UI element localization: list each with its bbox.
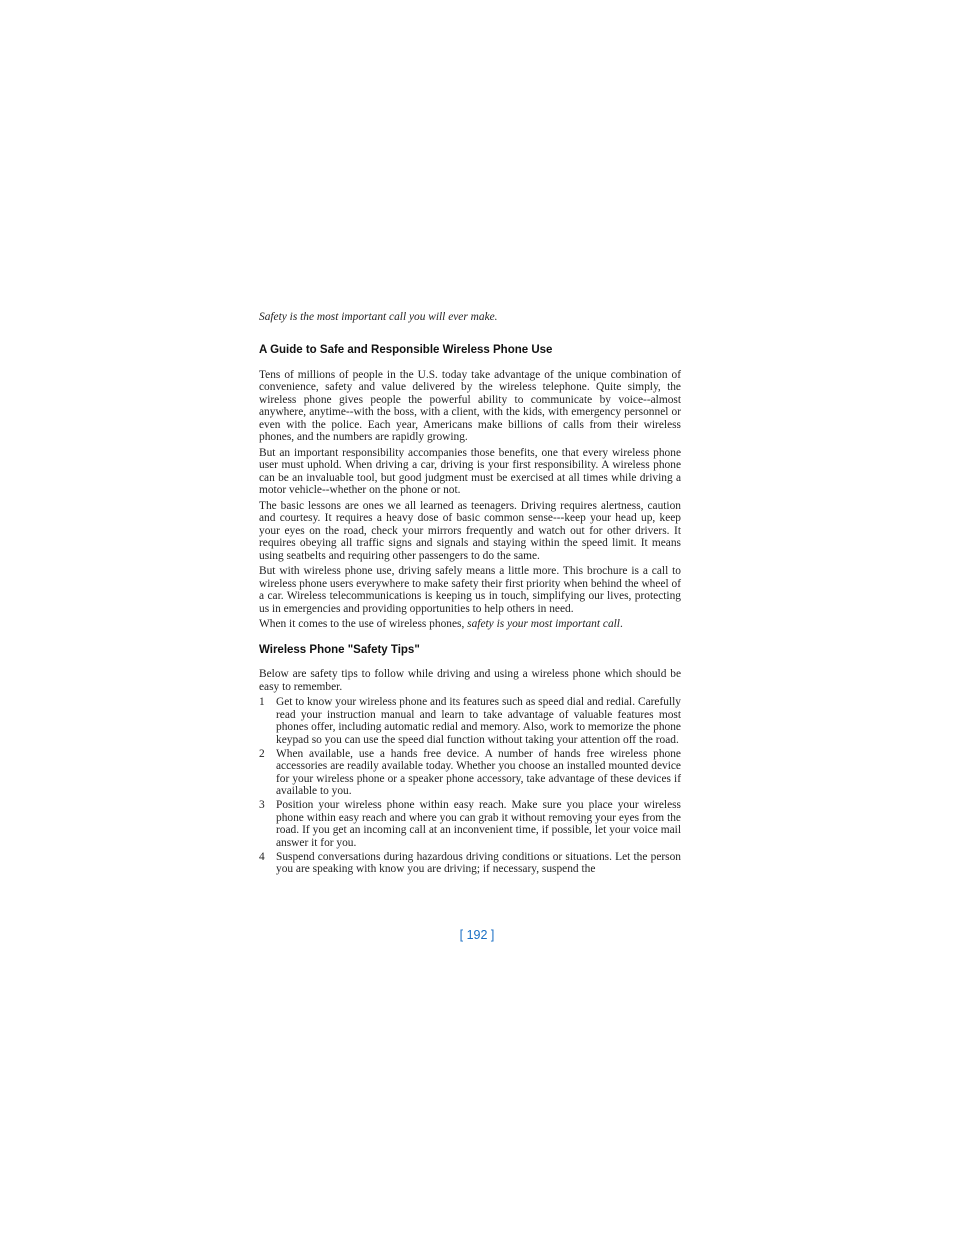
list-item (259, 748, 681, 798)
closing-emphasis: safety is your most important call (467, 618, 620, 630)
list-item (259, 696, 681, 746)
closing-end: . (619, 618, 623, 630)
closing-paragraph (259, 618, 681, 631)
tip-number: 4 (259, 850, 265, 863)
tips-intro: Below are safety tips to follow while driving and using a wireless phone which should be easy to remember. (259, 668, 681, 693)
tip-text: Suspend conversations during hazardous driving conditions or situations. Let the person you are speaking with know you are driving; if necessary, suspend the (276, 850, 681, 875)
tip-text: When available, use a hands free device. A number of hands free wireless phone accessories are readily available today. Whether you choose an installed mounted device for your wireless phone or a speaker phone accessory, take advantage of these devices if available to you. (276, 747, 681, 797)
tagline: Safety is the most important call you will ever make. (259, 311, 498, 323)
page-number: [ 192 ] (459, 928, 495, 942)
paragraph: The basic lessons are ones we all learned as teenagers. Driving requires alertness, caution and courtesy. It requires a heavy dose of basic common sense---keep your head up, keep your eyes on the road, check your mirrors frequently and watch out for other drivers. It requires obeying all traffic signs and signals and staying within the speed limit. It means using seatbelts and requiring other passengers to do the same. (259, 499, 681, 562)
list-item (259, 799, 681, 849)
list-item (259, 851, 681, 876)
paragraph: Tens of millions of people in the U.S. today take advantage of the unique combination of convenience, safety and value delivered by the wireless telephone. Quite simply, the wireless phone gives people the powerful ability to communicate by voice--almost anywhere, anytime--with the boss, with a client, with the kids, with emergency personnel or even with the police. Each year, Americans make billions of calls from their wireless phones, and the numbers are rapidly growing. (259, 368, 681, 443)
tip-text: Get to know your wireless phone and its features such as speed dial and redial. Carefully read your instruction manual and learn to take advantage of valuable features most phones offer, including automatic redial and memory. Also, work to memorize the phone keypad so you can use the speed dial function without taking your attention off the road. (276, 696, 681, 746)
tip-number: 2 (259, 747, 265, 760)
tip-number: 1 (259, 696, 265, 708)
paragraph: But with wireless phone use, driving safely means a little more. This brochure is a call to wireless phone users everywhere to make safety their first priority when behind the wheel of a car. Wireless telecommunications is keeping us in touch, simplifying our lives, protecting us in emergencies and providing opportunities to help others in need. (259, 565, 681, 615)
tip-text: Position your wireless phone within easy reach. Make sure you place your wireless phone within easy reach and where you can grab it without removing your eyes from the road. If you get an incoming call at an inconvenient time, if possible, let your voice mail answer it for you. (276, 799, 681, 849)
paragraph: But an important responsibility accompanies those benefits, one that every wireless phone user must uphold. When driving a car, driving is your first responsibility. A wireless phone can be an invaluable tool, but good judgment must be exercised at all times while driving a motor vehicle--whether on the phone or not. (259, 446, 681, 496)
section-heading-safety-tips: Wireless Phone "Safety Tips" (259, 643, 420, 656)
tip-number: 3 (259, 799, 265, 811)
document-page (259, 311, 681, 877)
closing-lead: When it comes to the use of wireless phones, (259, 618, 468, 630)
section-heading-safe-use: A Guide to Safe and Responsible Wireless Phone Use (259, 344, 553, 356)
